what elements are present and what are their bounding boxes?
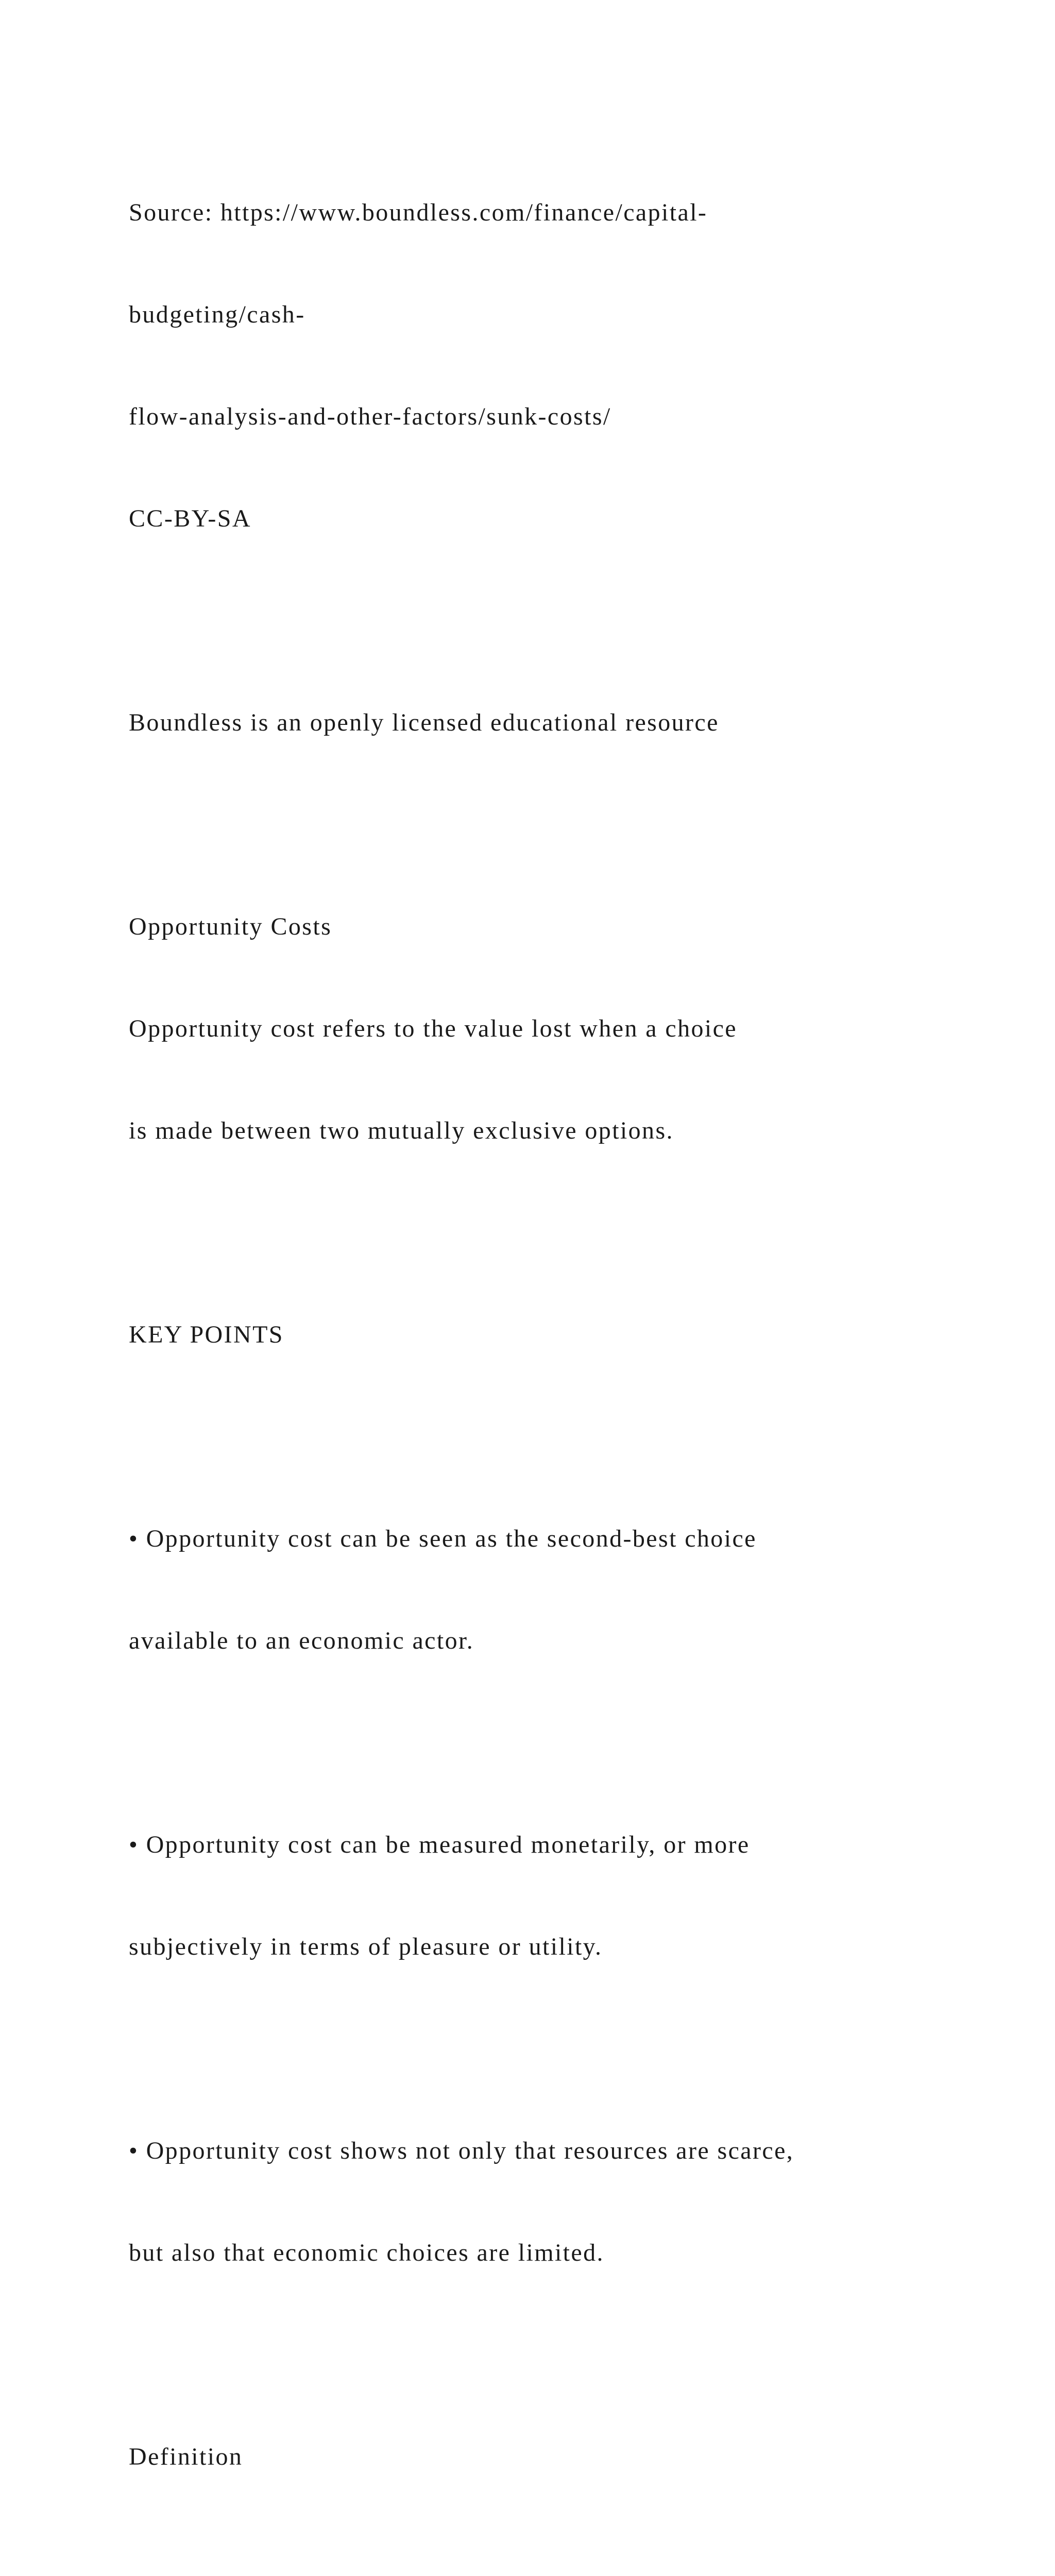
spacer (129, 808, 1005, 842)
document-body (129, 128, 1005, 2576)
key-point-line: • Opportunity cost shows not only that resources are scarce, (129, 2137, 794, 2164)
section-title: Opportunity Costs (129, 913, 332, 940)
summary-line: Opportunity cost refers to the value lost when a choice (129, 1015, 738, 1042)
license-line: CC-BY-SA (129, 505, 251, 532)
spacer (129, 2032, 1005, 2066)
key-points-heading: KEY POINTS (129, 1321, 284, 1348)
summary-line: is made between two mutually exclusive options. (129, 1117, 674, 1144)
key-point-line: • Opportunity cost can be seen as the second-best choice (129, 1525, 757, 1552)
spacer (129, 604, 1005, 638)
spacer (129, 2542, 1005, 2576)
source-line: Source: https://www.boundless.com/finance/capital- (129, 199, 708, 226)
source-line: flow-analysis-and-other-factors/sunk-costs/ (129, 403, 611, 430)
boundless-note: Boundless is an openly licensed educational resource (129, 709, 719, 736)
spacer (129, 2338, 1005, 2372)
source-line: budgeting/cash- (129, 301, 305, 328)
spacer (129, 1726, 1005, 1760)
spacer (129, 1420, 1005, 1454)
key-point-line: available to an economic actor. (129, 1627, 474, 1654)
spacer (129, 1216, 1005, 1250)
key-point-line: • Opportunity cost can be measured monetarily, or more (129, 1831, 750, 1858)
key-point-line: but also that economic choices are limited. (129, 2239, 604, 2266)
key-point-line: subjectively in terms of pleasure or utility. (129, 1933, 603, 1960)
definition-heading: Definition (129, 2443, 243, 2470)
